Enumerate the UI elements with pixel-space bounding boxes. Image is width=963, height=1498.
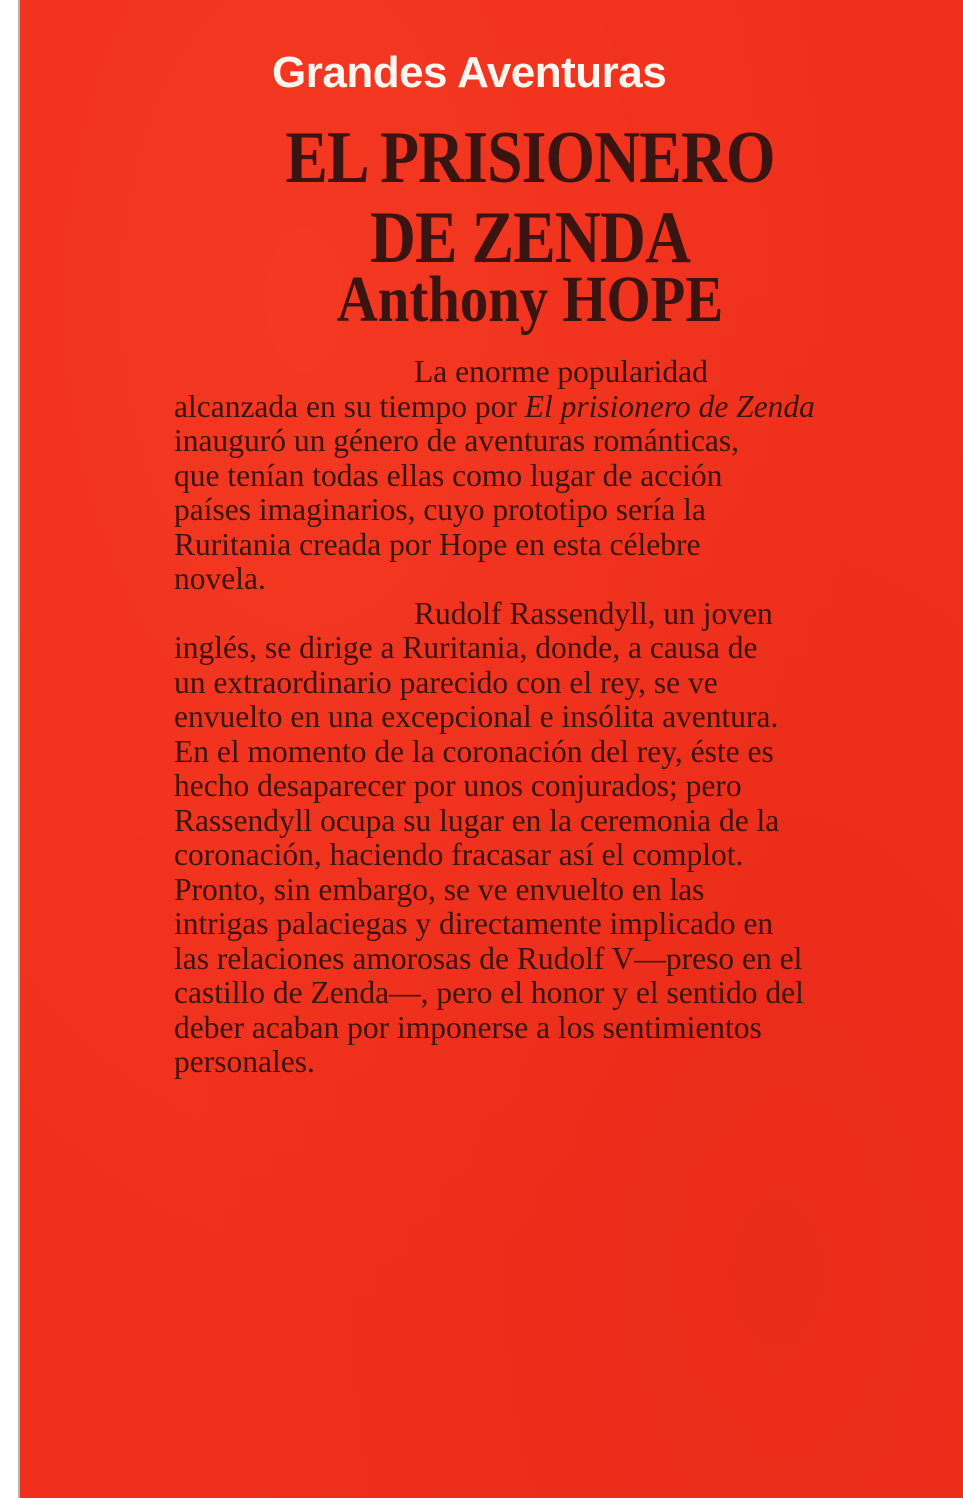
book-title bbox=[220, 118, 839, 278]
synopsis-line: Rassendyll ocupa su lugar en la ceremonia de la bbox=[174, 802, 780, 838]
synopsis-line-segment: alcanzada en su tiempo por bbox=[174, 388, 525, 424]
synopsis-line: hecho desaparecer por unos conjurados; pero bbox=[174, 768, 742, 803]
synopsis-book-title-italic: El prisionero de Zenda bbox=[524, 388, 815, 424]
synopsis-line: deber acaban por imponerse a los sentimientos bbox=[174, 1009, 762, 1045]
author-name: Anthony HOPE bbox=[336, 263, 724, 336]
book-title-line-1: EL PRISIONERO bbox=[285, 117, 775, 199]
synopsis-line: personales. bbox=[174, 1044, 315, 1079]
synopsis-line: que tenían todas ellas como lugar de acción bbox=[174, 457, 723, 493]
synopsis-line: inauguró un género de aventuras románticas, bbox=[174, 423, 740, 458]
synopsis-line: un extraordinario parecido con el rey, se ve bbox=[174, 664, 718, 700]
synopsis-line: las relaciones amorosas de Rudolf V—preso en el bbox=[174, 940, 803, 976]
synopsis-line bbox=[174, 390, 904, 425]
synopsis-line: Pronto, sin embargo, se ve envuelto en las bbox=[174, 871, 705, 907]
synopsis-line: Rudolf Rassendyll, un joven bbox=[414, 595, 773, 631]
synopsis-line: La enorme popularidad bbox=[414, 354, 708, 389]
synopsis-line: intrigas palaciegas y directamente implicado en bbox=[174, 906, 774, 941]
synopsis-line: inglés, se dirige a Ruritania, donde, a causa de bbox=[174, 630, 758, 665]
synopsis-line: Ruritania creada por Hope en esta célebre bbox=[174, 526, 701, 562]
synopsis-line: envuelto en una excepcional e insólita aventura. bbox=[174, 699, 779, 734]
book-back-cover bbox=[18, 0, 963, 1498]
synopsis-text bbox=[174, 355, 904, 1080]
synopsis-line: países imaginarios, cuyo prototipo sería la bbox=[174, 492, 706, 527]
series-name: Grandes Aventuras bbox=[272, 48, 667, 97]
synopsis-line: coronación, haciendo fracasar así el complot. bbox=[174, 837, 744, 872]
synopsis-line: En el momento de la coronación del rey, éste es bbox=[174, 733, 774, 769]
synopsis-line: castillo de Zenda—, pero el honor y el sentido del bbox=[174, 975, 804, 1010]
book-title-line-2: DE ZENDA bbox=[369, 197, 691, 279]
synopsis-line: novela. bbox=[174, 561, 266, 596]
